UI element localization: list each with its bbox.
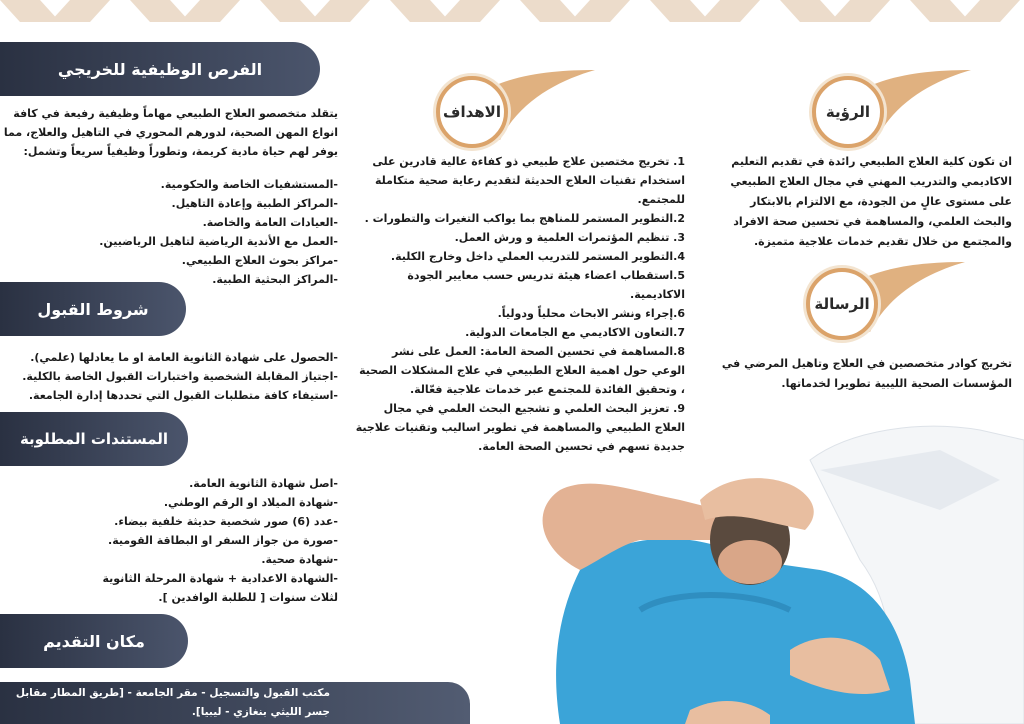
list-item: -استيفاء كافة متطلبات القبول التي تحددها إدارة الجامعة. <box>28 389 338 402</box>
documents-title-pill <box>0 412 188 466</box>
list-item: -العيادات العامة والخاصة. <box>202 216 338 229</box>
documents-section <box>0 474 338 607</box>
apply-address <box>0 684 330 722</box>
vision-section <box>712 152 1012 252</box>
apply-title-pill <box>0 614 188 668</box>
goal-item: 2.التطوير المستمر للمناهج بما يواكب التغيرات والتطورات . <box>364 212 685 225</box>
goals-title: الاهداف <box>436 76 508 148</box>
list-item: -شهادة الميلاد او الرقم الوطني. <box>163 496 338 509</box>
apply-title: مكان التقديم <box>43 631 145 651</box>
goal-item: 6.إجراء ونشر الابحاث محلياً ودولياً. <box>497 307 685 320</box>
list-item: لثلاث سنوات [ للطلبة الوافدين ]. <box>158 591 338 604</box>
list-item: -صورة من جواز السفر او البطاقة القومية. <box>108 534 338 547</box>
goal-item: 1. تخريج مختصين علاج طبيعي ذو كفاءة عالية قادرين على استخدام تقنيات العلاج الحديثة لتقديم رعاية صحية متكاملة للمجتمع. <box>372 155 685 206</box>
vision-badge <box>806 70 976 150</box>
list-item: -المستشفيات الخاصة والحكومية. <box>160 178 338 191</box>
list-item: -اجتياز المقابلة الشخصية واختبارات القبول الخاصة بالكلية. <box>22 370 338 383</box>
therapy-photo <box>520 420 1024 724</box>
list-item: -المراكز البحثية الطبية. <box>212 273 338 286</box>
list-item: -الحصول على شهادة الثانوية العامة او ما يعادلها (علمي). <box>30 351 338 364</box>
mission-section <box>712 354 1012 394</box>
admission-list <box>0 348 338 405</box>
apply-line-2: جسر الليثي بنغازي - ليبيا]. <box>191 706 330 718</box>
list-item: -العمل مع الأندية الرياضية لتاهيل الرياضيين. <box>99 235 338 248</box>
documents-list <box>0 474 338 607</box>
admission-section <box>0 348 338 405</box>
list-item: -اصل شهادة الثانوية العامة. <box>189 477 338 490</box>
decorative-pattern <box>0 0 1024 22</box>
jobs-list <box>0 175 338 289</box>
goal-item: 3. تنظيم المؤتمرات العلمية و ورش العمل. <box>454 231 685 244</box>
list-item: -شهادة صحية. <box>261 553 338 566</box>
list-item: -مراكز بحوث العلاج الطبيعي. <box>181 254 338 267</box>
goal-item: 8.المساهمة في تحسين الصحة العامة: العمل على نشر الوعي حول اهمية العلاج الطبيعي في علاج المشكلات الصحية ، وتحقيق الفائدة للمجتمع عبر خدمات علاجية فعّالة. <box>359 345 685 396</box>
jobs-intro: يتقلد متخصصو العلاج الطبيعي مهاماً وظيفية رفيعة في كافة انواع المهن الصحية، لدورهم المحوري في التاهيل والعلاج، مما يوفر لهم حياة مادية كريمة، وتطوراً وظيفياً سريعاً وتشمل: <box>3 107 338 158</box>
goals-section <box>355 152 685 456</box>
documents-title: المستندات المطلوبة <box>19 430 169 448</box>
jobs-section <box>0 104 338 289</box>
mission-text: تخريج كوادر متخصصين في العلاج وتاهيل المرضي في المؤسسات الصحية الليبية تطويرا لخدماتها. <box>721 357 1012 390</box>
list-item: -الشهادة الاعدادية + شهادة المرحلة الثانوية <box>102 572 338 585</box>
admission-title: شروط القبول <box>37 299 149 319</box>
goal-item: 4.التطوير المستمر للتدريب العملي داخل وخارج الكلية. <box>390 250 685 263</box>
jobs-title: الفرص الوظيفية للخريجي <box>57 59 263 79</box>
goals-badge <box>430 70 600 150</box>
vision-text: ان تكون كلية العلاج الطبيعي رائدة في تقديم التعليم الاكاديمي والتدريب المهني في مجال العلاج الطبيعي على مستوى عالٍ من الجودة، مع الالتزام بالابتكار والبحث العلمي، والمساهمة في تحسين صحة الافراد والمجتمع من خلال تقديم خدمات علاجية متميزة. <box>730 155 1012 248</box>
goal-item: 5.استقطاب اعضاء هيئة تدريس حسب معايير الجودة الاكاديمية. <box>407 269 685 301</box>
apply-line-1: مكتب القبول والتسجيل - مقر الجامعة - [طريق المطار مقابل <box>15 687 330 699</box>
goal-item: 9. تعزيز البحث العلمي و تشجيع البحث العلمي في مجال العلاج الطبيعي والمساهمة في تطوير اساليب وتقنيات علاجية جديدة تسهم في تحسين الصحة العامة. <box>355 402 685 453</box>
admission-title-pill <box>0 282 186 336</box>
vision-title: الرؤية <box>812 76 884 148</box>
list-item: -عدد (6) صور شخصية حديثة خلفية بيضاء. <box>114 515 338 528</box>
mission-title: الرسالة <box>806 268 878 340</box>
jobs-title-pill <box>0 42 320 96</box>
goal-item: 7.التعاون الاكاديمي مع الجامعات الدولية. <box>465 326 685 339</box>
mission-badge <box>800 262 970 342</box>
list-item: -المراكز الطبية وإعادة التاهيل. <box>171 197 338 210</box>
